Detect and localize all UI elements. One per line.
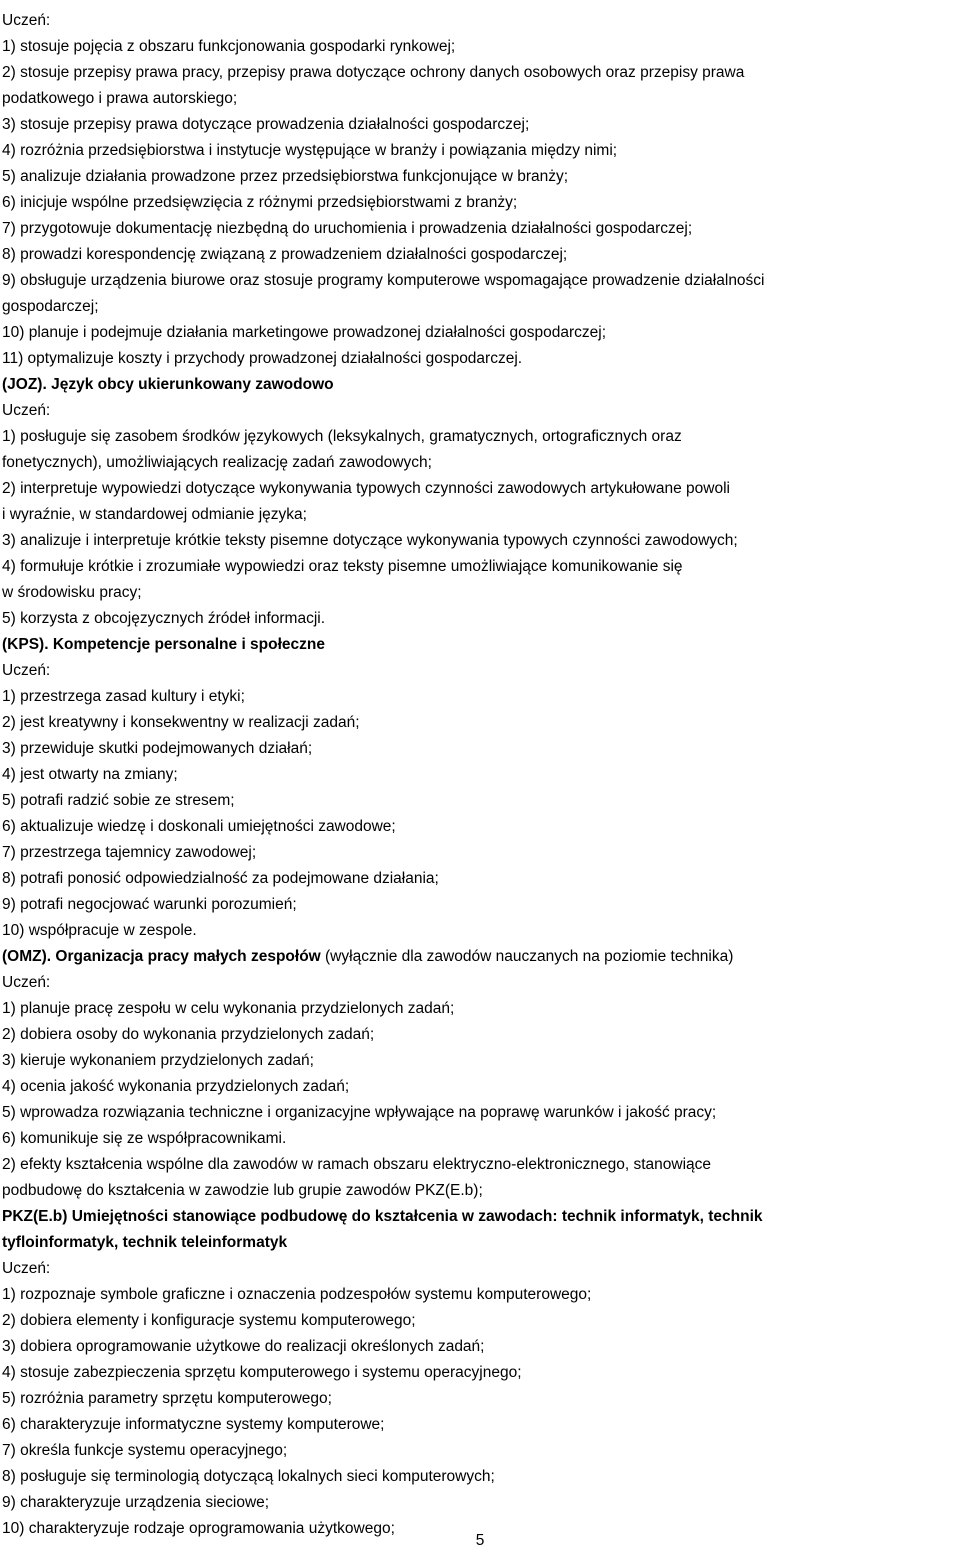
learner-label: Uczeń: [2,12,51,29]
list-item: 2) dobiera osoby do wykonania przydzielonych zadań; [2,1026,375,1043]
list-item: 6) charakteryzuje informatyczne systemy komputerowe; [2,1416,385,1433]
list-item: 11) optymalizuje koszty i przychody prowadzonej działalności gospodarczej. [2,350,523,367]
section-title: Kompetencje personalne i społeczne [52,636,326,653]
list-item: 4) ocenia jakość wykonania przydzielonych zadań; [2,1078,350,1095]
list-item: 1) posługuje się zasobem środków językowych (leksykalnych, gramatycznych, ortograficznych oraz [2,428,682,445]
section-heading-joz [2,372,958,398]
section-title: Organizacja pracy małych zespołów [55,948,321,965]
list-item: 10) planuje i podejmuje działania marketingowe prowadzonej działalności gospodarczej; [2,324,607,341]
list-item: 4) stosuje zabezpieczenia sprzętu komputerowego i systemu operacyjnego; [2,1364,522,1381]
list-item: i wyraźnie, w standardowej odmianie języka; [2,506,307,523]
pkz-heading: tyfloinformatyk, technik teleinformatyk [2,1234,288,1251]
list-item: 7) przestrzega tajemnicy zawodowej; [2,844,257,861]
section-title: Język obcy ukierunkowany zawodowo [51,376,334,393]
list-item: 7) określa funkcje systemu operacyjnego; [2,1442,288,1459]
list-item: 4) jest otwarty na zmiany; [2,766,178,783]
section-note: (wyłącznie dla zawodów nauczanych na poziomie technika) [320,948,734,965]
list-item: 2) dobiera elementy i konfiguracje systemu komputerowego; [2,1312,416,1329]
list-item: 3) przewiduje skutki podejmowanych działań; [2,740,313,757]
list-item: 6) komunikuje się ze współpracownikami. [2,1130,287,1147]
learner-label: Uczeń: [2,402,51,419]
learner-label: Uczeń: [2,974,51,991]
section-code: (JOZ). [2,376,47,393]
list-item: 2) stosuje przepisy prawa pracy, przepisy prawa dotyczące ochrony danych osobowych oraz przepisy prawa [2,64,745,81]
list-item: 6) aktualizuje wiedzę i doskonali umiejętności zawodowe; [2,818,396,835]
list-item: 5) rozróżnia parametry sprzętu komputerowego; [2,1390,332,1407]
list-item: 1) przestrzega zasad kultury i etyki; [2,688,245,705]
list-item: podatkowego i prawa autorskiego; [2,90,238,107]
list-item: 6) inicjuje wspólne przedsięwzięcia z różnymi przedsiębiorstwami z branży; [2,194,518,211]
list-item: 9) charakteryzuje urządzenia sieciowe; [2,1494,270,1511]
list-item: 3) dobiera oprogramowanie użytkowe do realizacji określonych zadań; [2,1338,485,1355]
list-item: 5) wprowadza rozwiązania techniczne i organizacyjne wpływające na poprawę warunków i jakość pracy; [2,1104,717,1121]
list-item: w środowisku pracy; [2,584,142,601]
list-item: 9) obsługuje urządzenia biurowe oraz stosuje programy komputerowe wspomagające prowadzenie działalności [2,272,765,289]
section-code: (OMZ). [2,948,52,965]
paragraph-line: podbudowę do kształcenia w zawodzie lub grupie zawodów PKZ(E.b); [2,1182,483,1199]
list-item: 3) stosuje przepisy prawa dotyczące prowadzenia działalności gospodarczej; [2,116,530,133]
list-item: 4) rozróżnia przedsiębiorstwa i instytucje występujące w branży i powiązania między nimi; [2,142,618,159]
list-item: 3) kieruje wykonaniem przydzielonych zadań; [2,1052,314,1069]
list-item: 1) planuje pracę zespołu w celu wykonania przydzielonych zadań; [2,1000,455,1017]
section-heading-kps [2,632,958,658]
list-item: 10) charakteryzuje rodzaje oprogramowania użytkowego; [2,1520,395,1537]
list-item: 8) potrafi ponosić odpowiedzialność za podejmowane działania; [2,870,439,887]
list-item: 5) potrafi radzić sobie ze stresem; [2,792,235,809]
list-item: 1) rozpoznaje symbole graficzne i oznaczenia podzespołów systemu komputerowego; [2,1286,592,1303]
list-item: 2) interpretuje wypowiedzi dotyczące wykonywania typowych czynności zawodowych artykułowane powoli [2,480,730,497]
list-item: 8) prowadzi korespondencję związaną z prowadzeniem działalności gospodarczej; [2,246,568,263]
section-code: (KPS). [2,636,49,653]
list-item: 9) potrafi negocjować warunki porozumień; [2,896,297,913]
paragraph-line: 2) efekty kształcenia wspólne dla zawodów w ramach obszaru elektryczno-elektronicznego, stanowiące [2,1156,712,1173]
list-item: 10) współpracuje w zespole. [2,922,197,939]
list-item: fonetycznych), umożliwiających realizację zadań zawodowych; [2,454,432,471]
list-item: 4) formułuje krótkie i zrozumiałe wypowiedzi oraz teksty pisemne umożliwiające komunikowanie się [2,558,683,575]
page-number: 5 [475,1532,485,1549]
learner-label: Uczeń: [2,662,51,679]
list-item: 8) posługuje się terminologią dotyczącą lokalnych sieci komputerowych; [2,1468,495,1485]
list-item: 5) korzysta z obcojęzycznych źródeł informacji. [2,610,326,627]
list-item: 3) analizuje i interpretuje krótkie teksty pisemne dotyczące wykonywania typowych czynności zawodowych; [2,532,738,549]
list-item: 5) analizuje działania prowadzone przez przedsiębiorstwa funkcjonujące w branży; [2,168,569,185]
list-item: 1) stosuje pojęcia z obszaru funkcjonowania gospodarki rynkowej; [2,38,456,55]
list-item: 7) przygotowuje dokumentację niezbędną do uruchomienia i prowadzenia działalności gospodarczej; [2,220,693,237]
list-item: 2) jest kreatywny i konsekwentny w realizacji zadań; [2,714,360,731]
section-heading-omz [2,944,958,970]
pkz-heading: PKZ(E.b) Umiejętności stanowiące podbudowę do kształcenia w zawodach: technik informatyk, technik [2,1208,763,1225]
learner-label: Uczeń: [2,1260,51,1277]
list-item: gospodarczej; [2,298,99,315]
